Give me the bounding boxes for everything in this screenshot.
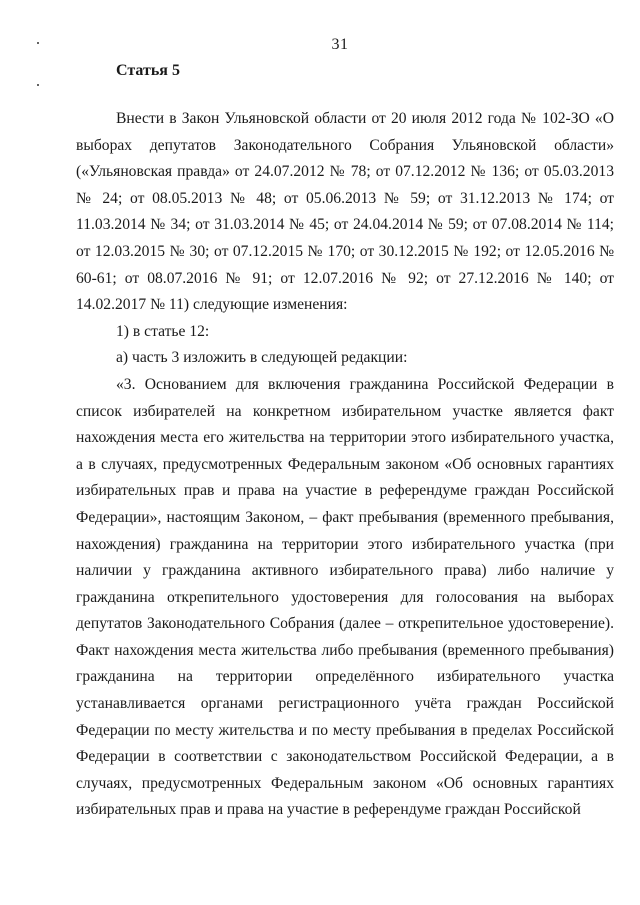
- scan-speck: [37, 84, 39, 86]
- page-number: 31: [331, 36, 349, 53]
- paragraph-quoted-part-3: «3. Основанием для включения гражданина Российской Федерации в список избирателей на конкретном избирательном участке является факт нахождения места его жительства на территории этого избирательного участка, а в случаях, предусмотренных Федеральным законом «Об основных гарантиях избирательных прав и права на участие в референдуме граждан Российской Федерации», настоящим Законом, – факт пребывания (временного пребывания, нахождения) гражданина на территории этого избирательного участка (при наличии у гражданина активного избирательного права) либо наличие у гражданина открепительного удостоверения для голосования на выборах депутатов Законодательного Собрания (далее – открепительное удостоверение). Факт нахождения места жительства либо пребывания (временного пребывания) гражданина на территории определённого избирательного участка устанавливается органами регистрационного учёта граждан Российской Федерации по месту жительства и по месту пребывания в пределах Российской Федерации в соответствии с законодательством Российской Федерации, а в случаях, предусмотренных Федеральным законом «Об основных гарантиях избирательных прав и права на участие в референдуме граждан Российской: [76, 375, 614, 819]
- paragraph-item-a: а) часть 3 изложить в следующей редакции:: [116, 349, 408, 367]
- article-title: Статья 5: [116, 62, 180, 79]
- document-body: [76, 106, 614, 824]
- paragraph-item-1: 1) в статье 12:: [116, 322, 210, 340]
- paragraph-intro: Внести в Закон Ульяновской области от 20 июля 2012 года № 102-ЗО «О выборах депутатов Законодательного Собрания Ульяновской области» («Ульяновская правда» от 24.07.2012 № 78; от 07.12.2012 № 136; от 05.03.2013 № 24; от 08.05.2013 № 48; от 05.06.2013 № 59; от 31.12.2013 № 174; от 11.03.2014 № 34; от 31.03.2014 № 45; от 24.04.2014 № 59; от 07.08.2014 № 114; от 12.03.2015 № 30; от 07.12.2015 № 170; от 30.12.2015 № 192; от 12.05.2016 № 60-61; от 08.07.2016 № 91; от 12.07.2016 № 92; от 27.12.2016 № 140; от 14.02.2017 № 11) следующие изменения:: [76, 110, 614, 314]
